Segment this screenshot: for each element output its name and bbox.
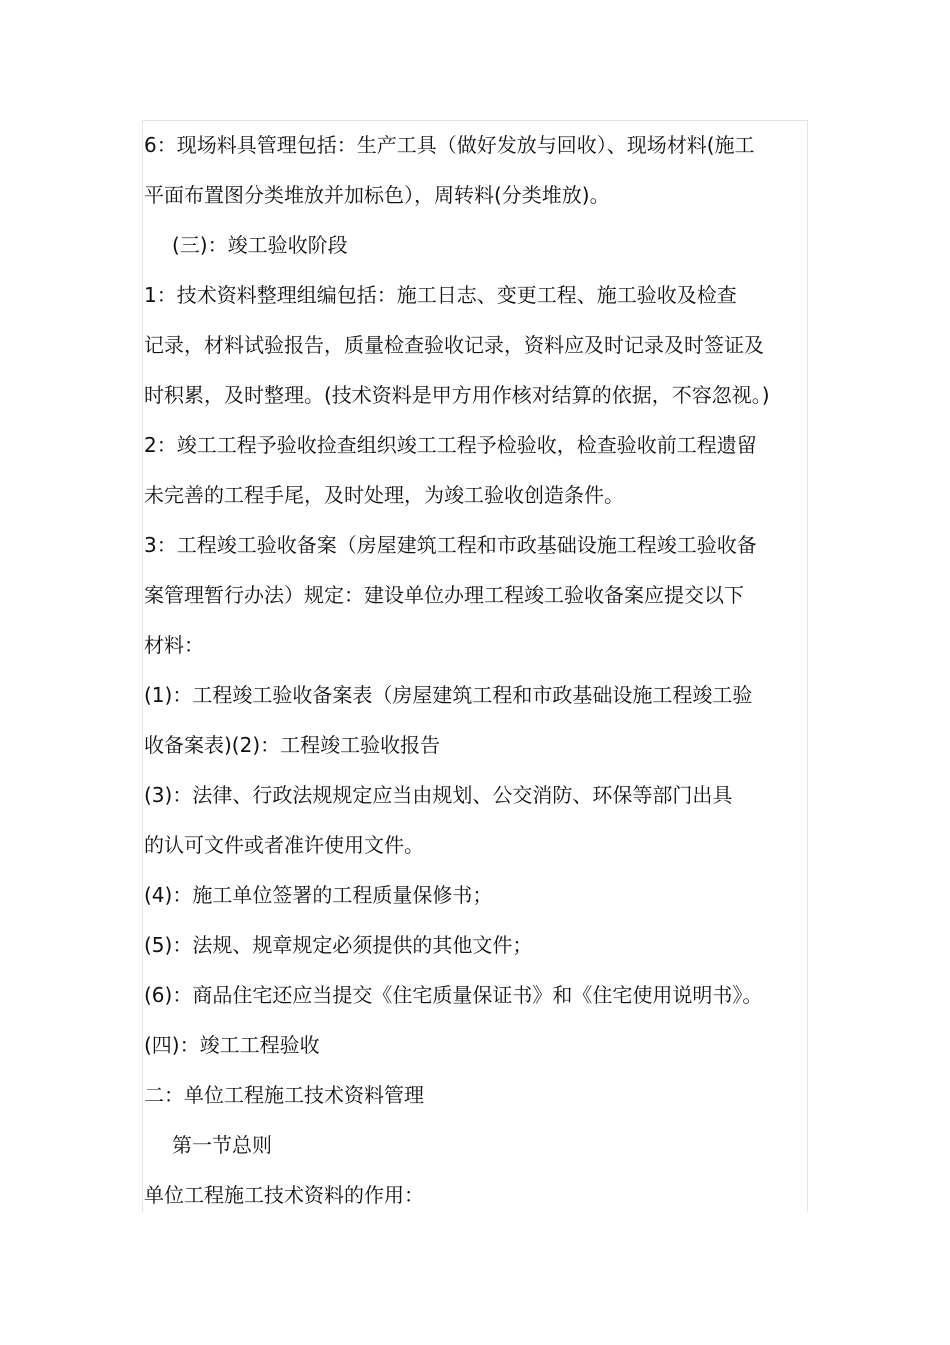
chapter-heading: 二：单位工程施工技术资料管理 (144, 1083, 424, 1107)
text-line: 平面布置图分类堆放并加标色），周转料(分类堆放)。 (144, 183, 610, 207)
text-line: (5)：法规、规章规定必须提供的其他文件； (144, 933, 533, 957)
text-line: 3：工程竣工验收备案（房屋建筑工程和市政基础设施工程竣工验收备 (144, 533, 757, 557)
text-line: 时积累，及时整理。(技术资料是甲方用作核对结算的依据，不容忽视。) (144, 383, 770, 407)
text-line: 记录，材料试验报告，质量检查验收记录，资料应及时记录及时签证及 (144, 333, 764, 357)
text-line: (6)：商品住宅还应当提交《住宅质量保证书》和《住宅使用说明书》。 (144, 983, 763, 1007)
text-line: 未完善的工程手尾，及时处理，为竣工验收创造条件。 (144, 483, 624, 507)
section-heading: 第一节总则 (172, 1133, 272, 1157)
text-line: 1：技术资料整理组编包括：施工日志、变更工程、施工验收及检查 (144, 283, 737, 307)
text-line: 6：现场料具管理包括：生产工具（做好发放与回收）、现场材料(施工 (144, 133, 755, 157)
text-line: 收备案表)(2)：工程竣工验收报告 (144, 733, 441, 757)
text-line: 案管理暂行办法）规定：建设单位办理工程竣工验收备案应提交以下 (144, 583, 744, 607)
text-line: 2：竣工工程予验收捡查组织竣工工程予检验收，检查验收前工程遗留 (144, 433, 757, 457)
text-line: (4)：施工单位签署的工程质量保修书； (144, 883, 493, 907)
text-line: (1)：工程竣工验收备案表（房屋建筑工程和市政基础设施工程竣工验 (144, 683, 753, 707)
text-line: 的认可文件或者准许使用文件。 (144, 833, 424, 857)
text-line: 材料： (144, 633, 204, 657)
text-line: (3)：法律、行政法规规定应当由规划、公交消防、环保等部门出具 (144, 783, 733, 807)
section-heading: (四)：竣工工程验收 (144, 1033, 320, 1057)
document-body (144, 120, 814, 1220)
text-line: 单位工程施工技术资料的作用： (144, 1183, 424, 1207)
section-heading: (三)：竣工验收阶段 (172, 233, 348, 257)
